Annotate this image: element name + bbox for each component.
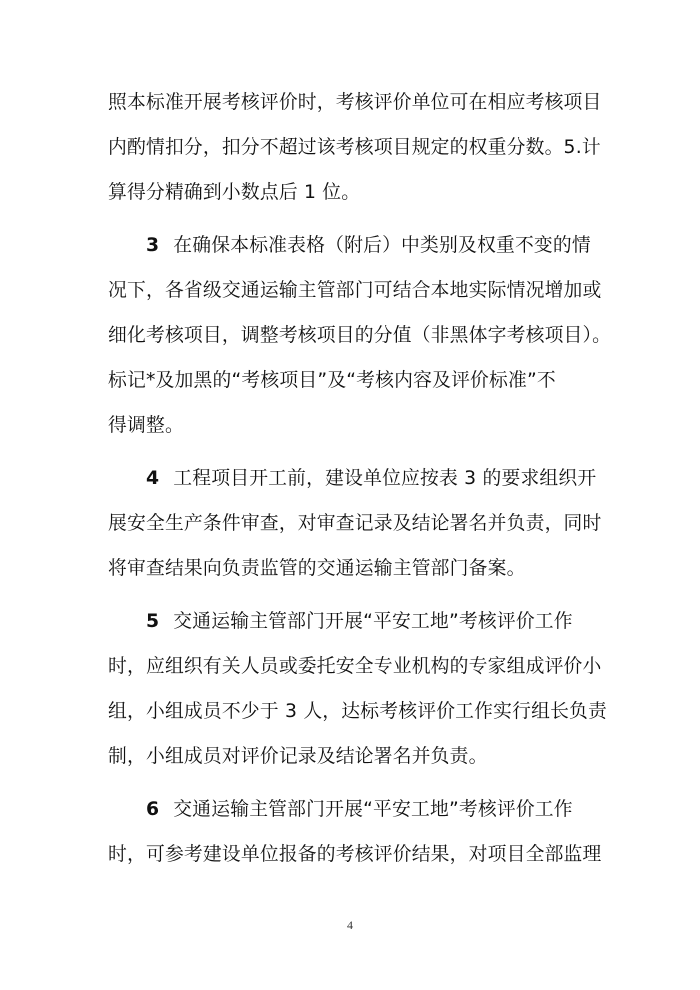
paragraph-6 xyxy=(108,787,602,877)
text-line xyxy=(108,456,597,501)
paragraph-4 xyxy=(108,456,602,591)
text-line: 算得分精确到小数点后 1 位。 xyxy=(108,182,361,203)
paragraph-continuation xyxy=(108,80,602,215)
text-line: 组，小组成员不少于 3 人，达标考核评价工作实行组长负责 xyxy=(108,701,608,722)
item-number: 5 xyxy=(146,611,160,632)
item-number: 6 xyxy=(146,799,160,820)
text-line: 标记*及加黑的“考核项目”及“考核内容及评价标准”不 xyxy=(108,370,556,391)
item-number: 3 xyxy=(146,235,160,256)
text-line: 照本标准开展考核评价时，考核评价单位可在相应考核项目 xyxy=(108,92,602,113)
paragraph-3 xyxy=(108,223,612,448)
item-number: 4 xyxy=(146,468,160,489)
text-line: 得调整。 xyxy=(108,415,184,436)
body-text xyxy=(108,80,612,877)
text-line: 制，小组成员对评价记录及结论署名并负责。 xyxy=(108,746,488,767)
text-line: 时，应组织有关人员或委托安全专业机构的专家组成评价小 xyxy=(108,656,602,677)
text-line-content: 工程项目开工前，建设单位应按表 3 的要求组织开 xyxy=(173,468,597,489)
text-line xyxy=(108,223,594,268)
text-line-content: 交通运输主管部门开展“平安工地”考核评价工作 xyxy=(173,799,573,820)
text-line xyxy=(108,599,594,644)
text-line-content: 在确保本标准表格（附后）中类别及权重不变的情 xyxy=(173,235,591,256)
text-line: 细化考核项目，调整考核项目的分值（非黑体字考核项目）。 xyxy=(108,325,612,346)
text-line xyxy=(108,787,594,832)
text-line: 将审查结果向负责监管的交通运输主管部门备案。 xyxy=(108,558,526,579)
page-number: 4 xyxy=(347,918,353,932)
paragraph-5 xyxy=(108,599,608,779)
text-line-content: 交通运输主管部门开展“平安工地”考核评价工作 xyxy=(173,611,573,632)
text-line: 内酌情扣分，扣分不超过该考核项目规定的权重分数。5.计 xyxy=(108,137,601,158)
text-line: 时，可参考建设单位报备的考核评价结果，对项目全部监理 xyxy=(108,844,602,865)
text-line: 况下，各省级交通运输主管部门可结合本地实际情况增加或 xyxy=(108,280,602,301)
text-line: 展安全生产条件审查，对审查记录及结论署名并负责，同时 xyxy=(108,513,602,534)
